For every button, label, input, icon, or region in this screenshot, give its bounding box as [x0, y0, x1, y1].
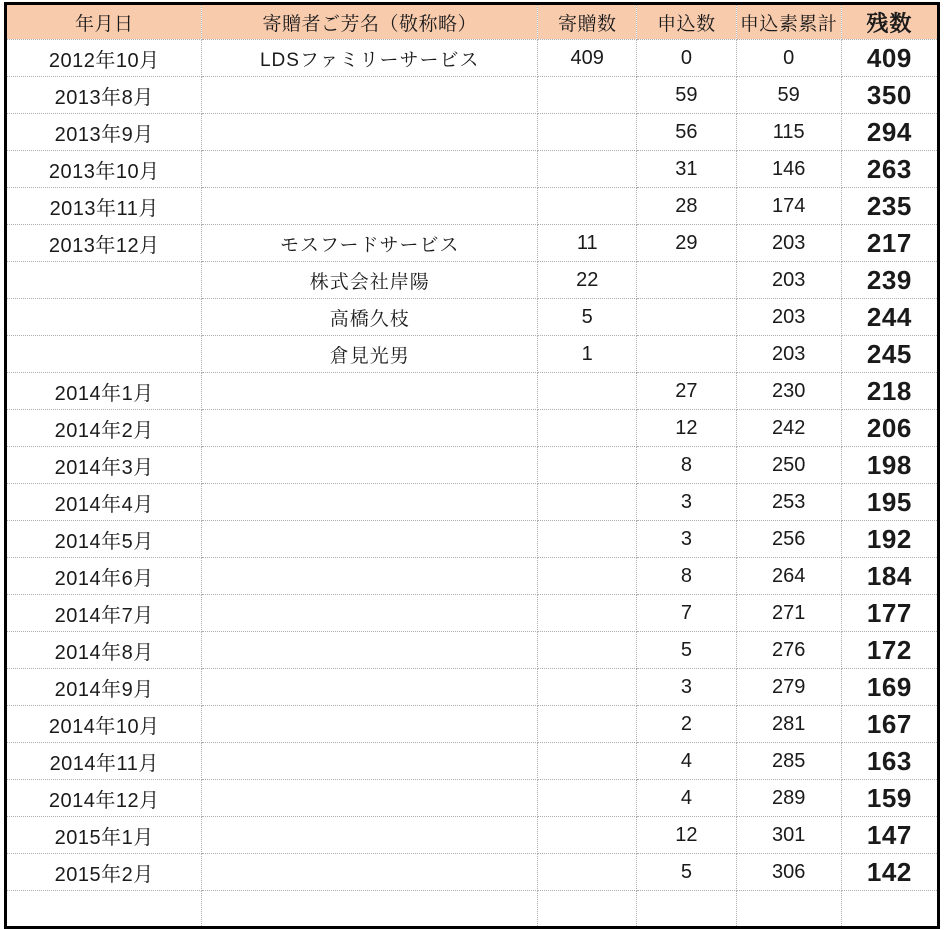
cell-donor	[202, 410, 538, 447]
cell-date: 2014年8月	[6, 632, 202, 669]
cell-applications: 7	[637, 595, 736, 632]
cell-cumulative: 242	[736, 410, 841, 447]
cell-cumulative: 253	[736, 484, 841, 521]
cell-cumulative: 264	[736, 558, 841, 595]
table-row	[6, 632, 939, 669]
cell-donated	[538, 114, 637, 151]
cell-cumulative: 281	[736, 706, 841, 743]
table-body	[6, 40, 939, 928]
cell-date: 2014年1月	[6, 373, 202, 410]
cell-date: 2013年8月	[6, 77, 202, 114]
cell-cumulative: 279	[736, 669, 841, 706]
cell-donor	[202, 780, 538, 817]
cell-donor	[202, 595, 538, 632]
cell-remaining: 244	[841, 299, 938, 336]
cell-applications: 3	[637, 669, 736, 706]
cell-cumulative: 256	[736, 521, 841, 558]
donation-table	[4, 2, 940, 929]
cell-remaining: 239	[841, 262, 938, 299]
header-row	[6, 4, 939, 40]
cell-donated	[538, 521, 637, 558]
cell-applications: 4	[637, 780, 736, 817]
cell-donor: 倉見光男	[202, 336, 538, 373]
cell-donor	[202, 743, 538, 780]
cell-cumulative	[736, 891, 841, 928]
cell-cumulative: 306	[736, 854, 841, 891]
cell-cumulative: 146	[736, 151, 841, 188]
cell-donated	[538, 743, 637, 780]
cell-remaining: 409	[841, 40, 938, 77]
cell-applications: 3	[637, 484, 736, 521]
cell-donated	[538, 558, 637, 595]
column-header-donor: 寄贈者ご芳名（敬称略）	[202, 4, 538, 40]
cell-donated: 1	[538, 336, 637, 373]
cell-donated: 409	[538, 40, 637, 77]
cell-donor	[202, 854, 538, 891]
cell-donor	[202, 447, 538, 484]
cell-donor	[202, 114, 538, 151]
table-row	[6, 780, 939, 817]
cell-donated	[538, 817, 637, 854]
cell-date: 2015年1月	[6, 817, 202, 854]
cell-date: 2014年5月	[6, 521, 202, 558]
cell-remaining: 163	[841, 743, 938, 780]
cell-remaining: 235	[841, 188, 938, 225]
cell-donor	[202, 706, 538, 743]
table-row	[6, 225, 939, 262]
cell-donated	[538, 780, 637, 817]
cell-donated	[538, 188, 637, 225]
table-row	[6, 373, 939, 410]
cell-donor	[202, 188, 538, 225]
cell-applications: 56	[637, 114, 736, 151]
cell-donated	[538, 77, 637, 114]
table-row	[6, 447, 939, 484]
cell-remaining: 142	[841, 854, 938, 891]
cell-cumulative: 203	[736, 262, 841, 299]
cell-date: 2013年12月	[6, 225, 202, 262]
table-row	[6, 77, 939, 114]
cell-date	[6, 891, 202, 928]
table-row	[6, 40, 939, 77]
cell-date: 2013年9月	[6, 114, 202, 151]
cell-donated: 22	[538, 262, 637, 299]
table-row	[6, 114, 939, 151]
cell-donated	[538, 595, 637, 632]
cell-cumulative: 271	[736, 595, 841, 632]
table-row	[6, 484, 939, 521]
cell-applications: 59	[637, 77, 736, 114]
cell-applications	[637, 262, 736, 299]
cell-cumulative: 285	[736, 743, 841, 780]
cell-cumulative: 289	[736, 780, 841, 817]
cell-donor	[202, 669, 538, 706]
cell-remaining: 195	[841, 484, 938, 521]
cell-cumulative: 0	[736, 40, 841, 77]
cell-cumulative: 174	[736, 188, 841, 225]
cell-applications	[637, 336, 736, 373]
cell-date	[6, 299, 202, 336]
cell-donor: 高橋久枝	[202, 299, 538, 336]
table-row	[6, 151, 939, 188]
cell-cumulative: 59	[736, 77, 841, 114]
cell-date: 2014年7月	[6, 595, 202, 632]
cell-remaining: 206	[841, 410, 938, 447]
cell-applications: 0	[637, 40, 736, 77]
cell-cumulative: 276	[736, 632, 841, 669]
table-header	[6, 4, 939, 40]
cell-date: 2014年6月	[6, 558, 202, 595]
cell-donor: 株式会社岸陽	[202, 262, 538, 299]
cell-donated	[538, 632, 637, 669]
cell-remaining: 198	[841, 447, 938, 484]
cell-applications: 3	[637, 521, 736, 558]
cell-applications: 12	[637, 410, 736, 447]
cell-date: 2015年2月	[6, 854, 202, 891]
column-header-applications: 申込数	[637, 4, 736, 40]
cell-applications: 5	[637, 854, 736, 891]
table-row	[6, 299, 939, 336]
cell-donated	[538, 854, 637, 891]
cell-applications	[637, 299, 736, 336]
cell-date: 2013年10月	[6, 151, 202, 188]
cell-donor: モスフードサービス	[202, 225, 538, 262]
cell-remaining: 177	[841, 595, 938, 632]
cell-donor	[202, 558, 538, 595]
cell-remaining: 192	[841, 521, 938, 558]
cell-applications: 28	[637, 188, 736, 225]
cell-donor	[202, 817, 538, 854]
cell-remaining: 263	[841, 151, 938, 188]
cell-donor	[202, 484, 538, 521]
cell-date: 2012年10月	[6, 40, 202, 77]
cell-remaining: 184	[841, 558, 938, 595]
cell-donor	[202, 151, 538, 188]
cell-donor	[202, 373, 538, 410]
cell-donated	[538, 447, 637, 484]
table-row	[6, 891, 939, 928]
cell-donor	[202, 77, 538, 114]
cell-applications: 27	[637, 373, 736, 410]
table-row	[6, 854, 939, 891]
cell-donated: 5	[538, 299, 637, 336]
cell-cumulative: 203	[736, 299, 841, 336]
cell-remaining: 217	[841, 225, 938, 262]
cell-donated	[538, 706, 637, 743]
cell-applications: 12	[637, 817, 736, 854]
cell-applications: 4	[637, 743, 736, 780]
cell-date: 2014年2月	[6, 410, 202, 447]
cell-cumulative: 301	[736, 817, 841, 854]
table-row	[6, 706, 939, 743]
cell-donor	[202, 632, 538, 669]
cell-date: 2014年9月	[6, 669, 202, 706]
column-header-cumulative: 申込素累計	[736, 4, 841, 40]
table-row	[6, 595, 939, 632]
cell-remaining: 147	[841, 817, 938, 854]
cell-remaining: 218	[841, 373, 938, 410]
cell-remaining: 159	[841, 780, 938, 817]
table-row	[6, 262, 939, 299]
table-row	[6, 521, 939, 558]
cell-applications: 29	[637, 225, 736, 262]
cell-date: 2014年11月	[6, 743, 202, 780]
table-row	[6, 743, 939, 780]
cell-date: 2014年3月	[6, 447, 202, 484]
table-row	[6, 336, 939, 373]
table-row	[6, 188, 939, 225]
table-row	[6, 817, 939, 854]
cell-date	[6, 336, 202, 373]
table-row	[6, 558, 939, 595]
cell-donor	[202, 521, 538, 558]
cell-donor	[202, 891, 538, 928]
cell-applications: 8	[637, 558, 736, 595]
cell-donated	[538, 891, 637, 928]
cell-applications	[637, 891, 736, 928]
column-header-remaining: 残数	[841, 4, 938, 40]
cell-applications: 5	[637, 632, 736, 669]
cell-date: 2013年11月	[6, 188, 202, 225]
cell-cumulative: 250	[736, 447, 841, 484]
column-header-donated: 寄贈数	[538, 4, 637, 40]
cell-donated	[538, 373, 637, 410]
cell-date: 2014年12月	[6, 780, 202, 817]
cell-remaining: 167	[841, 706, 938, 743]
cell-cumulative: 203	[736, 225, 841, 262]
cell-remaining: 294	[841, 114, 938, 151]
cell-donated: 11	[538, 225, 637, 262]
cell-applications: 2	[637, 706, 736, 743]
cell-donated	[538, 410, 637, 447]
cell-remaining: 350	[841, 77, 938, 114]
cell-remaining: 172	[841, 632, 938, 669]
column-header-date: 年月日	[6, 4, 202, 40]
table-row	[6, 669, 939, 706]
cell-date	[6, 262, 202, 299]
cell-applications: 31	[637, 151, 736, 188]
cell-cumulative: 230	[736, 373, 841, 410]
cell-remaining: 169	[841, 669, 938, 706]
cell-cumulative: 203	[736, 336, 841, 373]
cell-applications: 8	[637, 447, 736, 484]
table-row	[6, 410, 939, 447]
cell-date: 2014年10月	[6, 706, 202, 743]
cell-remaining	[841, 891, 938, 928]
cell-donated	[538, 151, 637, 188]
cell-remaining: 245	[841, 336, 938, 373]
cell-donated	[538, 669, 637, 706]
cell-cumulative: 115	[736, 114, 841, 151]
cell-donated	[538, 484, 637, 521]
cell-date: 2014年4月	[6, 484, 202, 521]
cell-donor: LDSファミリーサービス	[202, 40, 538, 77]
